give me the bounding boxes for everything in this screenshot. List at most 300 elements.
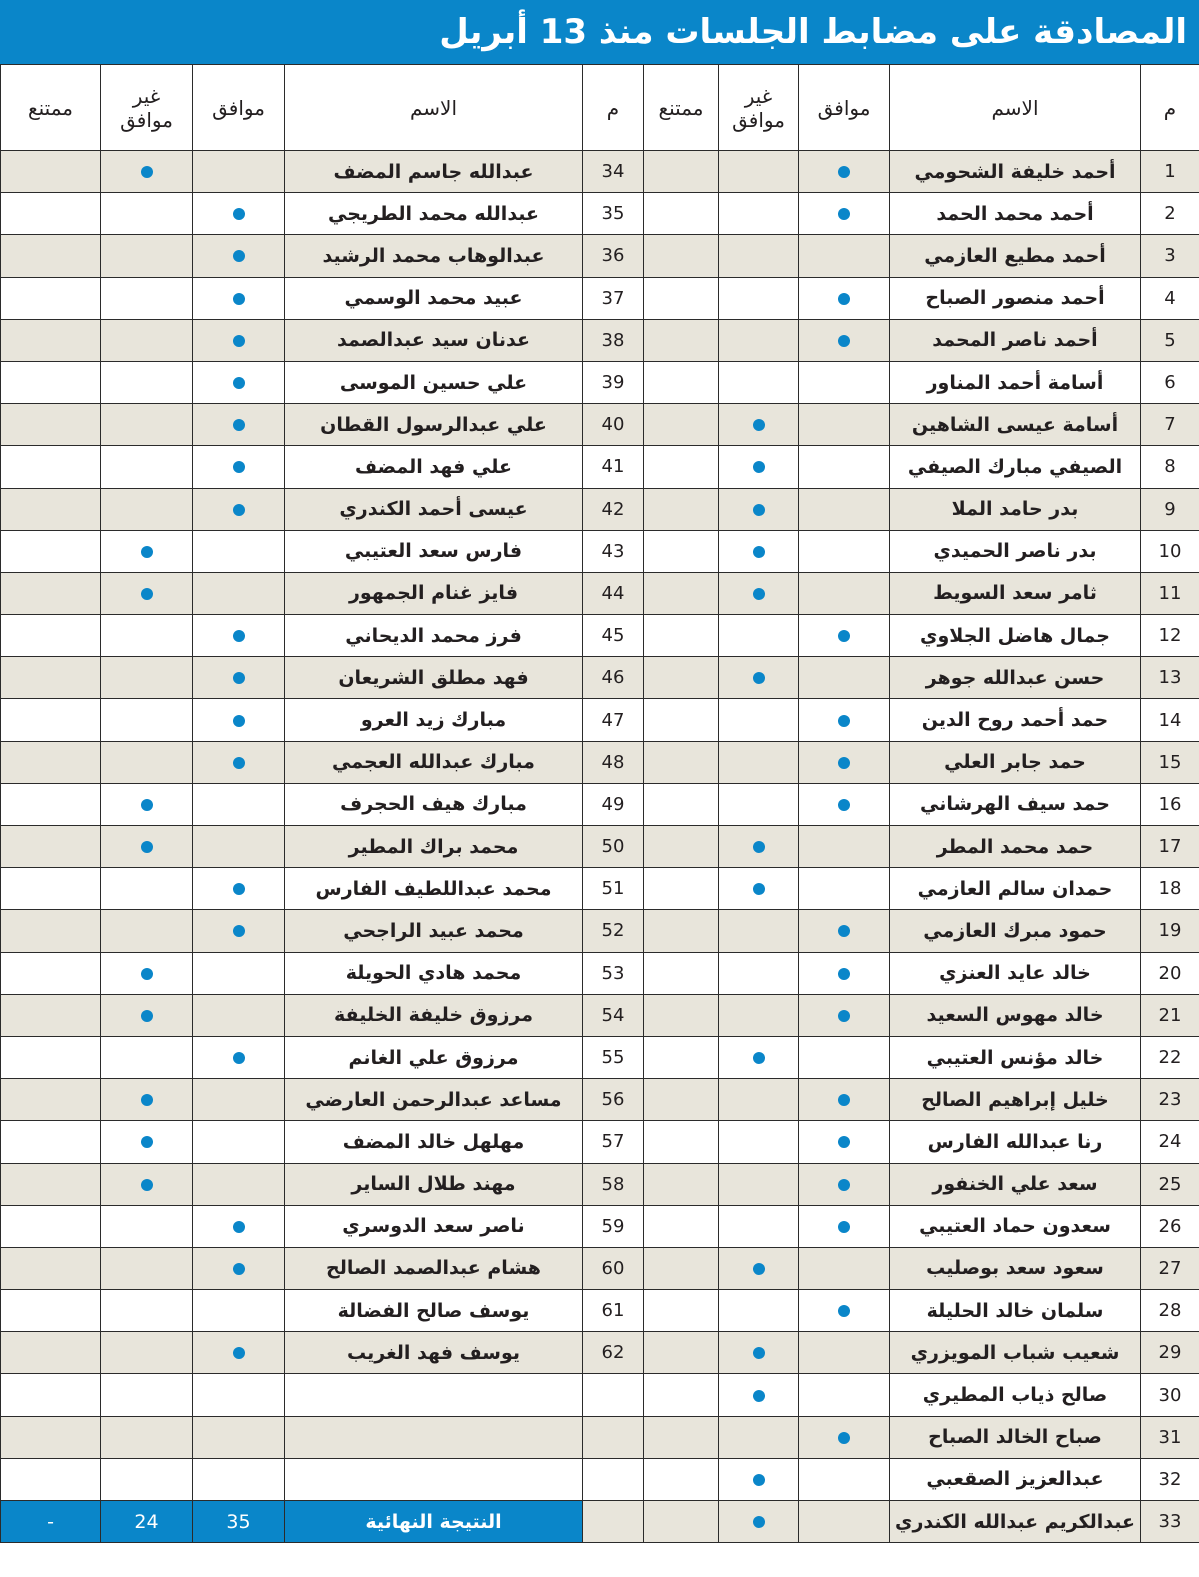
right-reject-cell — [719, 277, 799, 319]
right-abstain-cell — [644, 615, 719, 657]
left-reject-cell — [101, 994, 193, 1036]
member-name: أحمد مطيع العازمي — [890, 235, 1141, 277]
member-number: 41 — [583, 446, 644, 488]
member-name: علي فهد المضف — [285, 446, 583, 488]
table-row — [1, 151, 1199, 193]
vote-dot-reject — [753, 419, 765, 431]
right-abstain-cell — [644, 783, 719, 825]
left-reject-cell — [101, 277, 193, 319]
vote-dot-approve — [838, 630, 850, 642]
vote-dot-approve — [233, 377, 245, 389]
table-row — [1, 699, 1199, 741]
left-abstain-cell — [1, 319, 101, 361]
member-name: فهد مطلق الشريعان — [285, 657, 583, 699]
right-reject-cell — [719, 868, 799, 910]
header-num: م — [1141, 65, 1199, 151]
member-name: عبدالكريم عبدالله الكندري — [890, 1501, 1141, 1543]
left-approve-cell — [193, 1247, 285, 1289]
member-number: 38 — [583, 319, 644, 361]
member-name: أحمد ناصر المحمد — [890, 319, 1141, 361]
left-abstain-cell — [1, 277, 101, 319]
right-approve-cell — [799, 572, 890, 614]
right-reject-cell — [719, 488, 799, 530]
member-number: 45 — [583, 615, 644, 657]
table-row — [1, 952, 1199, 994]
member-name: محمد هادي الحويلة — [285, 952, 583, 994]
right-abstain-cell — [644, 193, 719, 235]
vote-dot-reject — [753, 1474, 765, 1486]
table-row — [1, 1458, 1199, 1500]
empty-cell — [583, 1416, 644, 1458]
table-row — [1, 277, 1199, 319]
member-name: سعدون حماد العتيبي — [890, 1205, 1141, 1247]
table-row — [1, 1290, 1199, 1332]
left-abstain-cell — [1, 361, 101, 403]
empty-cell — [101, 1416, 193, 1458]
right-approve-cell — [799, 1458, 890, 1500]
member-number: 50 — [583, 826, 644, 868]
right-reject-cell — [719, 361, 799, 403]
empty-cell — [285, 1416, 583, 1458]
member-number: 18 — [1141, 868, 1199, 910]
vote-dot-approve — [233, 757, 245, 769]
right-approve-cell — [799, 361, 890, 403]
left-reject-cell — [101, 1121, 193, 1163]
member-name: ثامر سعد السويط — [890, 572, 1141, 614]
left-abstain-cell — [1, 657, 101, 699]
member-number: 25 — [1141, 1163, 1199, 1205]
member-name: علي حسين الموسى — [285, 361, 583, 403]
left-abstain-cell — [1, 826, 101, 868]
member-name: مبارك زيد العرو — [285, 699, 583, 741]
member-number: 2 — [1141, 193, 1199, 235]
left-approve-cell — [193, 446, 285, 488]
left-approve-cell — [193, 615, 285, 657]
header-approve: موافق — [799, 65, 890, 151]
right-reject-cell — [719, 1501, 799, 1543]
member-number: 42 — [583, 488, 644, 530]
member-number: 19 — [1141, 910, 1199, 952]
table-row — [1, 1247, 1199, 1289]
left-reject-cell — [101, 1205, 193, 1247]
title-bar — [0, 0, 1199, 64]
member-number: 48 — [583, 741, 644, 783]
vote-dot-approve — [838, 293, 850, 305]
vote-dot-reject — [753, 1052, 765, 1064]
right-reject-cell — [719, 826, 799, 868]
vote-dot-approve — [233, 461, 245, 473]
member-number: 34 — [583, 151, 644, 193]
header-reject-line2: موافق — [120, 107, 173, 132]
empty-cell — [1, 1458, 101, 1500]
left-approve-cell — [193, 868, 285, 910]
vote-dot-reject — [141, 968, 153, 980]
left-approve-cell — [193, 1290, 285, 1332]
member-number: 20 — [1141, 952, 1199, 994]
left-approve-cell — [193, 404, 285, 446]
left-approve-cell — [193, 910, 285, 952]
left-approve-cell — [193, 1163, 285, 1205]
empty-cell — [583, 1458, 644, 1500]
vote-dot-approve — [233, 208, 245, 220]
left-abstain-cell — [1, 910, 101, 952]
member-name: مهند طلال الساير — [285, 1163, 583, 1205]
member-name: حمدان سالم العازمي — [890, 868, 1141, 910]
right-abstain-cell — [644, 530, 719, 572]
right-approve-cell — [799, 1332, 890, 1374]
member-name: حمود مبرك العازمي — [890, 910, 1141, 952]
member-number: 11 — [1141, 572, 1199, 614]
member-name: فارس سعد العتيبي — [285, 530, 583, 572]
left-abstain-cell — [1, 1332, 101, 1374]
right-approve-cell — [799, 1121, 890, 1163]
right-approve-cell — [799, 530, 890, 572]
vote-dot-approve — [838, 1010, 850, 1022]
right-reject-cell — [719, 1416, 799, 1458]
member-name: ناصر سعد الدوسري — [285, 1205, 583, 1247]
member-name: سلمان خالد الحليلة — [890, 1290, 1141, 1332]
vote-dot-approve — [838, 1432, 850, 1444]
left-abstain-cell — [1, 488, 101, 530]
left-approve-cell — [193, 361, 285, 403]
header-abstain: ممتنع — [1, 65, 101, 151]
left-approve-cell — [193, 1332, 285, 1374]
member-name: أسامة أحمد المناور — [890, 361, 1141, 403]
table-row — [1, 783, 1199, 825]
left-abstain-cell — [1, 1163, 101, 1205]
right-reject-cell — [719, 615, 799, 657]
header-num: م — [583, 65, 644, 151]
member-name: مبارك هيف الحجرف — [285, 783, 583, 825]
vote-dot-approve — [838, 1094, 850, 1106]
member-number: 13 — [1141, 657, 1199, 699]
member-number: 54 — [583, 994, 644, 1036]
vote-dot-approve — [233, 293, 245, 305]
member-name: خليل إبراهيم الصالح — [890, 1079, 1141, 1121]
table-row — [1, 1163, 1199, 1205]
member-number: 27 — [1141, 1247, 1199, 1289]
vote-dot-reject — [753, 841, 765, 853]
right-reject-cell — [719, 193, 799, 235]
left-reject-cell — [101, 741, 193, 783]
result-reject: 24 — [101, 1501, 193, 1543]
right-reject-cell — [719, 1079, 799, 1121]
member-number: 14 — [1141, 699, 1199, 741]
left-approve-cell — [193, 319, 285, 361]
member-name: مهلهل خالد المضف — [285, 1121, 583, 1163]
right-reject-cell — [719, 910, 799, 952]
left-abstain-cell — [1, 1247, 101, 1289]
right-approve-cell — [799, 1501, 890, 1543]
vote-dot-reject — [141, 1010, 153, 1022]
right-reject-cell — [719, 994, 799, 1036]
left-reject-cell — [101, 1163, 193, 1205]
right-reject-cell — [719, 1205, 799, 1247]
right-approve-cell — [799, 615, 890, 657]
member-name: مرزوق خليفة الخليفة — [285, 994, 583, 1036]
vote-dot-approve — [233, 1052, 245, 1064]
vote-dot-approve — [233, 504, 245, 516]
member-number: 12 — [1141, 615, 1199, 657]
right-reject-cell — [719, 151, 799, 193]
table-row — [1, 1501, 1199, 1543]
left-approve-cell — [193, 994, 285, 1036]
table-row — [1, 994, 1199, 1036]
vote-dot-approve — [838, 1221, 850, 1233]
vote-dot-reject — [753, 546, 765, 558]
right-reject-cell — [719, 1458, 799, 1500]
right-approve-cell — [799, 151, 890, 193]
vote-dot-approve — [233, 715, 245, 727]
left-reject-cell — [101, 868, 193, 910]
right-abstain-cell — [644, 404, 719, 446]
member-number: 30 — [1141, 1374, 1199, 1416]
right-abstain-cell — [644, 1121, 719, 1163]
result-blank-cell — [583, 1501, 644, 1543]
right-approve-cell — [799, 1036, 890, 1078]
header-reject-line1: غير — [744, 83, 773, 108]
vote-dot-approve — [233, 419, 245, 431]
left-abstain-cell — [1, 741, 101, 783]
right-abstain-cell — [644, 699, 719, 741]
left-reject-cell — [101, 952, 193, 994]
member-name: صباح الخالد الصباح — [890, 1416, 1141, 1458]
left-abstain-cell — [1, 404, 101, 446]
empty-cell — [193, 1458, 285, 1500]
right-reject-cell — [719, 952, 799, 994]
left-abstain-cell — [1, 235, 101, 277]
member-number: 46 — [583, 657, 644, 699]
member-name: علي عبدالرسول القطان — [285, 404, 583, 446]
header-reject — [719, 65, 799, 151]
right-reject-cell — [719, 1374, 799, 1416]
member-name: محمد عبداللطيف الفارس — [285, 868, 583, 910]
left-approve-cell — [193, 826, 285, 868]
member-name: صالح ذياب المطيري — [890, 1374, 1141, 1416]
vote-dot-approve — [838, 166, 850, 178]
header-name: الاسم — [285, 65, 583, 151]
left-approve-cell — [193, 952, 285, 994]
vote-dot-approve — [233, 1221, 245, 1233]
member-number: 10 — [1141, 530, 1199, 572]
right-abstain-cell — [644, 994, 719, 1036]
left-abstain-cell — [1, 1121, 101, 1163]
member-name: رنا عبدالله الفارس — [890, 1121, 1141, 1163]
empty-cell — [101, 1374, 193, 1416]
table-row — [1, 1332, 1199, 1374]
table-row — [1, 488, 1199, 530]
left-approve-cell — [193, 1205, 285, 1247]
right-approve-cell — [799, 193, 890, 235]
table-row — [1, 1416, 1199, 1458]
right-abstain-cell — [644, 868, 719, 910]
right-approve-cell — [799, 235, 890, 277]
left-approve-cell — [193, 193, 285, 235]
right-abstain-cell — [644, 488, 719, 530]
left-reject-cell — [101, 1290, 193, 1332]
right-reject-cell — [719, 1247, 799, 1289]
member-number: 5 — [1141, 319, 1199, 361]
right-approve-cell — [799, 1247, 890, 1289]
right-approve-cell — [799, 910, 890, 952]
right-approve-cell — [799, 868, 890, 910]
member-number: 23 — [1141, 1079, 1199, 1121]
right-reject-cell — [719, 1036, 799, 1078]
member-number: 36 — [583, 235, 644, 277]
left-abstain-cell — [1, 1079, 101, 1121]
member-number: 61 — [583, 1290, 644, 1332]
vote-dot-approve — [233, 672, 245, 684]
left-reject-cell — [101, 235, 193, 277]
member-name: حسن عبدالله جوهر — [890, 657, 1141, 699]
member-name: أحمد محمد الحمد — [890, 193, 1141, 235]
header-row — [1, 65, 1199, 151]
table-row — [1, 1036, 1199, 1078]
member-name: عبدالوهاب محمد الرشيد — [285, 235, 583, 277]
right-reject-cell — [719, 530, 799, 572]
result-label: النتيجة النهائية — [285, 1501, 583, 1543]
member-name: أحمد منصور الصباح — [890, 277, 1141, 319]
right-approve-cell — [799, 1079, 890, 1121]
left-approve-cell — [193, 1121, 285, 1163]
member-number: 28 — [1141, 1290, 1199, 1332]
right-reject-cell — [719, 1121, 799, 1163]
right-abstain-cell — [644, 741, 719, 783]
empty-cell — [1, 1416, 101, 1458]
right-reject-cell — [719, 235, 799, 277]
member-name: هشام عبدالصمد الصالح — [285, 1247, 583, 1289]
vote-table — [0, 64, 1199, 1543]
left-abstain-cell — [1, 868, 101, 910]
left-reject-cell — [101, 319, 193, 361]
vote-dot-reject — [141, 588, 153, 600]
vote-dot-approve — [233, 250, 245, 262]
right-approve-cell — [799, 488, 890, 530]
page-title: المصادقة على مضابط الجلسات منذ 13 أبريل — [439, 12, 1187, 52]
member-name: حمد محمد المطر — [890, 826, 1141, 868]
left-approve-cell — [193, 783, 285, 825]
member-number: 55 — [583, 1036, 644, 1078]
vote-dot-approve — [838, 925, 850, 937]
vote-dot-approve — [233, 1263, 245, 1275]
empty-cell — [1, 1374, 101, 1416]
member-number: 47 — [583, 699, 644, 741]
vote-dot-reject — [753, 588, 765, 600]
right-reject-cell — [719, 657, 799, 699]
table-row — [1, 193, 1199, 235]
right-approve-cell — [799, 1374, 890, 1416]
member-number: 26 — [1141, 1205, 1199, 1247]
left-abstain-cell — [1, 1205, 101, 1247]
left-reject-cell — [101, 1079, 193, 1121]
right-approve-cell — [799, 404, 890, 446]
right-approve-cell — [799, 1205, 890, 1247]
member-name: مرزوق علي الغانم — [285, 1036, 583, 1078]
right-approve-cell — [799, 699, 890, 741]
table-row — [1, 657, 1199, 699]
member-name: محمد عبيد الراجحي — [285, 910, 583, 952]
right-reject-cell — [719, 1332, 799, 1374]
member-number: 43 — [583, 530, 644, 572]
right-abstain-cell — [644, 1079, 719, 1121]
member-name: عبدالعزيز الصقعبي — [890, 1458, 1141, 1500]
member-name: فايز غنام الجمهور — [285, 572, 583, 614]
right-abstain-cell — [644, 1290, 719, 1332]
table-row — [1, 1374, 1199, 1416]
member-number: 60 — [583, 1247, 644, 1289]
left-abstain-cell — [1, 994, 101, 1036]
member-name: خالد عايد العنزي — [890, 952, 1141, 994]
vote-dot-approve — [838, 757, 850, 769]
member-name: عبدالله محمد الطريجي — [285, 193, 583, 235]
result-abstain: - — [1, 1501, 101, 1543]
member-name: بدر ناصر الحميدي — [890, 530, 1141, 572]
right-abstain-cell — [644, 235, 719, 277]
left-approve-cell — [193, 699, 285, 741]
left-abstain-cell — [1, 530, 101, 572]
right-reject-cell — [719, 404, 799, 446]
left-reject-cell — [101, 572, 193, 614]
member-number: 56 — [583, 1079, 644, 1121]
member-number: 53 — [583, 952, 644, 994]
member-number: 59 — [583, 1205, 644, 1247]
header-abstain: ممتنع — [644, 65, 719, 151]
empty-cell — [285, 1458, 583, 1500]
left-reject-cell — [101, 193, 193, 235]
header-name: الاسم — [890, 65, 1141, 151]
table-row — [1, 319, 1199, 361]
table-body — [1, 151, 1199, 1543]
vote-dot-approve — [233, 630, 245, 642]
left-abstain-cell — [1, 1036, 101, 1078]
header-reject-line2: موافق — [732, 107, 785, 132]
member-name: خالد مهوس السعيد — [890, 994, 1141, 1036]
right-abstain-cell — [644, 446, 719, 488]
member-name: محمد براك المطير — [285, 826, 583, 868]
member-number: 8 — [1141, 446, 1199, 488]
left-reject-cell — [101, 530, 193, 572]
vote-dot-reject — [141, 1136, 153, 1148]
right-abstain-cell — [644, 277, 719, 319]
left-reject-cell — [101, 151, 193, 193]
right-abstain-cell — [644, 1501, 719, 1543]
member-number: 29 — [1141, 1332, 1199, 1374]
member-number: 57 — [583, 1121, 644, 1163]
table-row — [1, 1121, 1199, 1163]
left-abstain-cell — [1, 1290, 101, 1332]
right-abstain-cell — [644, 151, 719, 193]
member-number: 6 — [1141, 361, 1199, 403]
table-row — [1, 530, 1199, 572]
member-name: عيسى أحمد الكندري — [285, 488, 583, 530]
member-number: 58 — [583, 1163, 644, 1205]
right-approve-cell — [799, 952, 890, 994]
member-name: خالد مؤنس العتيبي — [890, 1036, 1141, 1078]
member-name: أسامة عيسى الشاهين — [890, 404, 1141, 446]
left-reject-cell — [101, 404, 193, 446]
right-approve-cell — [799, 783, 890, 825]
left-abstain-cell — [1, 783, 101, 825]
vote-dot-reject — [141, 799, 153, 811]
table-row — [1, 361, 1199, 403]
empty-cell — [101, 1458, 193, 1500]
empty-cell — [583, 1374, 644, 1416]
right-abstain-cell — [644, 952, 719, 994]
member-number: 7 — [1141, 404, 1199, 446]
member-name: فرز محمد الديحاني — [285, 615, 583, 657]
table-row — [1, 446, 1199, 488]
table-row — [1, 826, 1199, 868]
